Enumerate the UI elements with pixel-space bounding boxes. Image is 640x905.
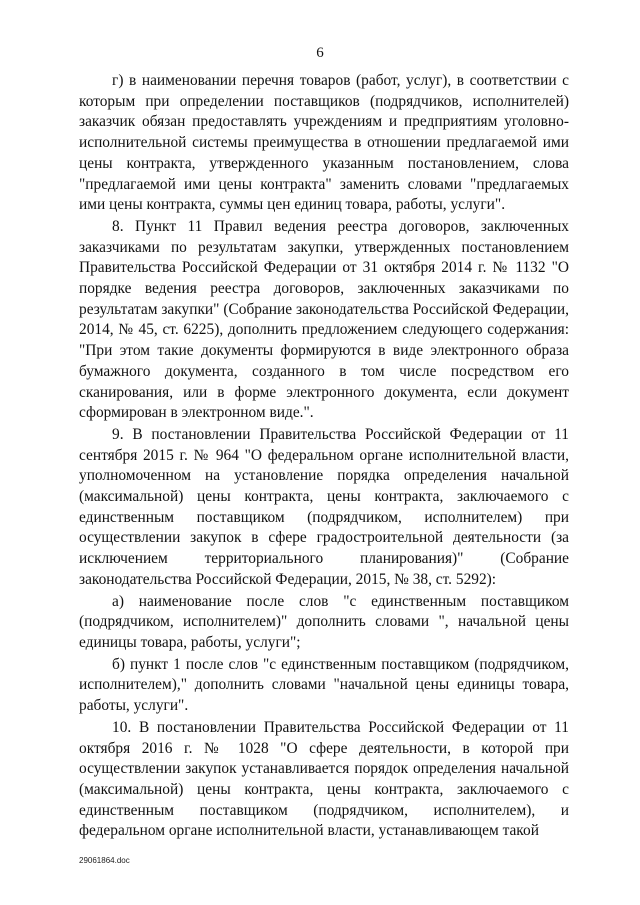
file-name-footer: 29061864.doc (79, 856, 130, 865)
paragraph-8: 8. Пункт 11 Правил ведения реестра договоров, заключенных заказчиками по результатам закупки, утвержденных постановлением Правительства Российской Федерации от 31 октября 2014 г. № 1132 "О порядке ведения реестра договоров, заключенных заказчиками по результатам закупки" (Собрание законодательства Российской Федерации, 2014, № 45, ст. 6225), дополнить предложением следующего содержания: "При этом такие документы формируются в виде электронного образа бумажного документа, созданного в том числе посредством его сканирования, или в форме электронного документа, если документ сформирован в электронном виде.". (79, 217, 569, 422)
document-body (79, 71, 569, 843)
paragraph-9a: а) наименование после слов "с единственным поставщиком (подрядчиком, исполнителем)" дополнить словами ", начальной цены единицы товара, работы, услуги"; (79, 592, 569, 651)
paragraph-g: г) в наименовании перечня товаров (работ, услуг), в соответствии с которым при определении поставщиков (подрядчиков, исполнителей) заказчик обязан предоставлять учреждениям и предприятиям уголовно-исполнительной системы преимущества в отношении предлагаемой ими цены контракта, утвержденного указанным постановлением, слова "предлагаемой ими цены контракта" заменить словами "предлагаемых ими цены контракта, суммы цен единиц товара, работы, услуги". (79, 72, 569, 214)
paragraph-10: 10. В постановлении Правительства Российской Федерации от 11 октября 2016 г. № 1028 "О сфере деятельности, в которой при осуществлении закупок устанавливается порядок определения начальной (максимальной) цены контракта, цены контракта, заключаемого с единственным поставщиком (подрядчиком, исполнителем), и федеральном органе исполнительной власти, устанавливающем такой (79, 718, 569, 840)
paragraph-9: 9. В постановлении Правительства Российской Федерации от 11 сентября 2015 г. № 964 "О федеральном органе исполнительной власти, уполномоченном на установление порядка определения начальной (максимальной) цены контракта, цены контракта, заключаемого с единственным поставщиком (подрядчиком, исполнителем) при осуществлении закупок в сфере градостроительной деятельности (за исключением территориального планирования)" (Собрание законодательства Российской Федерации, 2015, № 38, ст. 5292): (79, 425, 569, 588)
page-number: 6 (316, 45, 324, 61)
paragraph-9b: б) пункт 1 после слов "с единственным поставщиком (подрядчиком, исполнителем)," дополнить словами "начальной цены единицы товара, работы, услуги". (79, 655, 569, 715)
